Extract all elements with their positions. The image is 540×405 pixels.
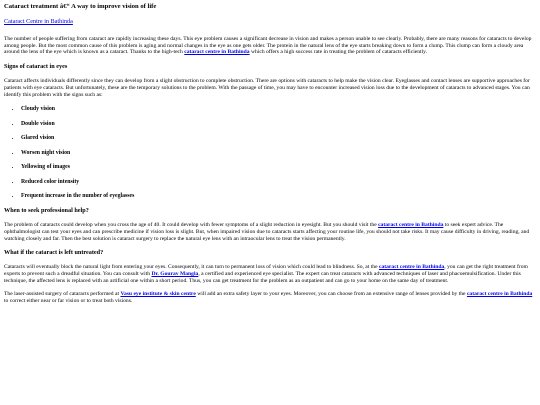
help-text-2: to seek expert advice. The ophthalmologist can test your eyes and can prescribe medicine if vision loss is slight. But, when impaired vision due to cataracts starts affecting your routine life, you should not take risks. It may cause difficulty in driving, reading, and watching closely and far. Then the best solution is cataract surgery to replace the natural eye lens with an intraocular lens to treat the vision permanently. — [4, 222, 530, 242]
signs-paragraph: Cataract affects individuals differently since they can develop from a slight obstruction to complete obstruction. There are options with cataracts to help make the vision clear. Eyeglasses and contact lenses are supportive approaches for patients with eye cataracts. But unfortunately, these are the temporary solutions to the problem. With the passage of time, you may have to encounter increased vision loss due to the development of cataracts to advanced stages. You can identify this problem with the signs such as: — [4, 78, 530, 98]
signs-heading: Signs of cataract in eyes — [4, 63, 68, 71]
help-text-1: The problem of cataracts could develop when you cross the age of 40. It could develop with fewer symptoms of a slight reduction in eyesight. But you should visit the — [4, 222, 379, 229]
closing-text-1: The laser-assisted surgery of cataracts performed at — [4, 291, 121, 298]
intro-cataract-centre-link[interactable]: cataract centre in Bathinda — [184, 49, 250, 56]
list-item: • Yellowing of images — [21, 163, 536, 171]
untreated-text-2: , you can get the right treatment from experts to prevent such a dreadful situation. You can consult with — [4, 264, 528, 278]
untreated-heading: What if the cataract is left untreated? — [4, 249, 104, 257]
closing-text-3: to correct either near or far vision or to treat both visions. — [4, 298, 133, 305]
list-item: • Cloudy vision — [21, 105, 536, 113]
signs-list — [4, 105, 536, 200]
help-heading: When to seek professional help? — [4, 207, 89, 215]
page-title: Cataract treatment â€“ A way to improve vision of life — [4, 3, 157, 10]
list-item: • Glared vision — [21, 134, 536, 142]
help-paragraph — [4, 222, 536, 242]
closing-paragraph — [4, 291, 536, 304]
untreated-text-1: Cataracts will eventually block the natural light from entering your eyes. Consequently, it can turn to permanent loss of vision which could lead to blindness. So, at the — [4, 264, 379, 271]
cataract-centre-top-link[interactable]: Cataract Centre in Bathinda — [4, 18, 73, 25]
help-cataract-centre-link[interactable]: cataract centre in Bathinda — [378, 222, 444, 229]
closing-text-2: will add an extra safety layer to your eyes. Moreover, you can choose from an extensive range of lenses provided by the — [195, 291, 467, 298]
untreated-paragraph — [4, 264, 536, 284]
list-item: • Double vision — [21, 120, 536, 128]
intro-text-2: which offers a high success rate in treating the problem of cataracts efficiently. — [249, 49, 427, 56]
intro-text-1: The number of people suffering from cataract are rapidly increasing these days. This eye problem causes a significant decrease in vision and makes a person unable to see clearly. Probably, there are many reasons for cataracts to develop among people. But the most common cause of this problem is aging and normal changes in the eye as one gets older. The protein in the natural lens of the eye starts breaking down to form a clump. This clump can form a cloudy area around the lens of the eye which is known as a cataract. Thanks to the high-tech — [4, 36, 532, 56]
list-item: • Worsen night vision — [21, 149, 536, 157]
untreated-cataract-centre-link[interactable]: cataract centre in Bathinda — [378, 264, 445, 271]
untreated-text-3: , a certified and experienced eye specialist. The expert can treat cataracts with advanced techniques of laser and phacoemulsification. Under this technique, the affected lens is replaced with an artificial one within a short period. Thus, you can get treatment for the problem as an outpatient and can go to your home on the same day of treatment. — [4, 271, 521, 284]
vasu-eye-institute-link[interactable]: Vasu eye institute & skin centre — [120, 291, 196, 298]
intro-paragraph — [4, 36, 536, 56]
closing-cataract-centre-link[interactable]: cataract centre in Bathinda — [466, 291, 533, 298]
list-item: • Reduced color intensity — [21, 178, 536, 186]
doctor-link[interactable]: Dr. Gourav Mangla — [151, 271, 199, 278]
list-item: • Frequent increase in the number of eyeglasses — [21, 192, 536, 200]
